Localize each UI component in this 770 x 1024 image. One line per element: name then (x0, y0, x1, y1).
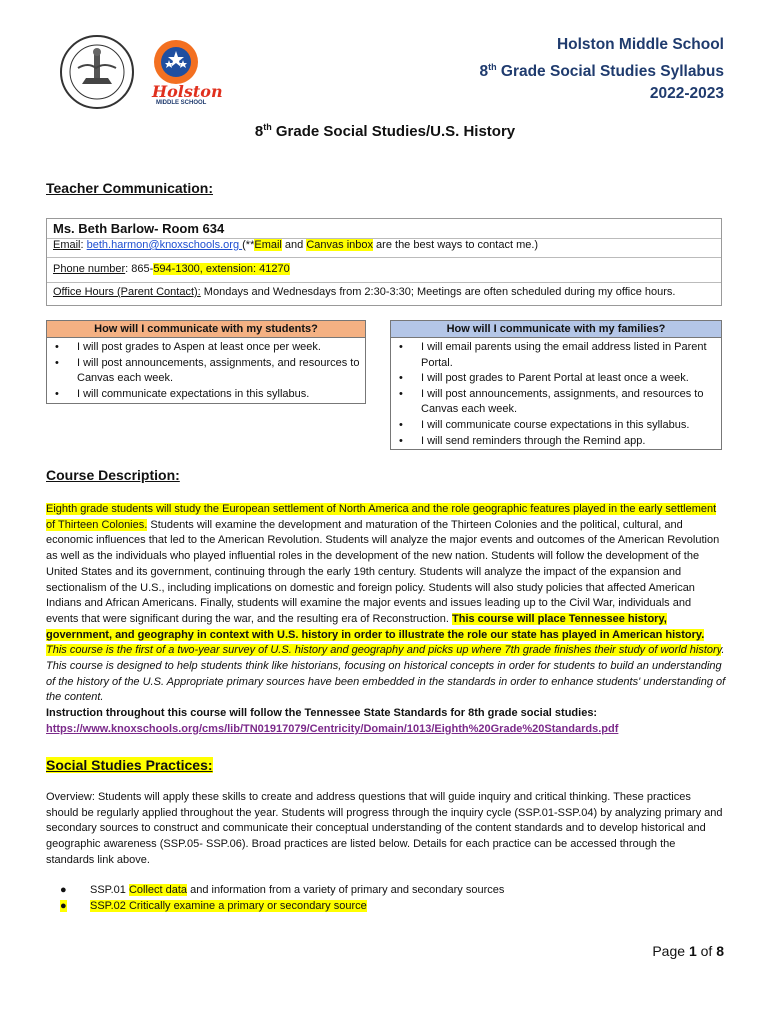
practice-item: ● SSP.01 Collect data and information from a variety of primary and secondary sources (60, 884, 505, 896)
document-header (479, 34, 724, 105)
office-hours-row: Office Hours (Parent Contact): Mondays and Wednesdays from 2:30-3:30; Meetings are often scheduled during my office hours. (53, 286, 676, 298)
phone-row: Phone number: 865-594-1300, extension: 41270 (53, 263, 290, 275)
list-item: • I will communicate course expectations in this syllabus. (391, 418, 721, 434)
email-row: Email: beth.harmon@knoxschools.org (**Email and Canvas inbox are the best ways to contact me.) (53, 239, 539, 251)
list-item: • I will post grades to Parent Portal at least once a week. (391, 371, 721, 387)
students-list (47, 340, 365, 402)
list-item: • I will post announcements, assignments, and resources to Canvas each week. (47, 356, 365, 387)
syllabus-title: 8th Grade Social Studies Syllabus (479, 62, 724, 81)
school-year: 2022-2023 (649, 85, 724, 103)
page-title: 8th Grade Social Studies/U.S. History (254, 122, 516, 140)
course-description-text: Eighth grade students will study the European settlement of North America and the role geographic features played in the early settlement of Thirteen Colonies. Students will examine the development and maturation of the Thirteen Colonies and the political, cultural, and economic influences that led to the American Revolution. Students will analyze the major events and outcomes of the American Revolution as well as the individuals who played influential roles in the development of the new nation. Students will follow the development of the United States and its government, continuing through the early 19th century. Students will analyze the impact of the expansion and sectionalism of the U.S., including implications on domestic and foreign policy. Students will also study policies that affected American Indians and African Americans. Finally, students will examine the major events and issues leading up to the Civil War, individuals and events that were significant during the war, and the resulting era of Reconstruction. This course will place Tennessee history, government, and geography in context with U.S. history in order to illustrate the role our state has played in American history. This course is the first of a two-year survey of U.S. history and geography and picks up where 7th grade finishes their study of world history. This course is designed to help students think like historians, focusing on historical concepts in order for students to build an understanding of the history of the U.S. Appropriate primary sources have been embedded in the standards in order to enhance students' understanding of the content. Instruction throughout this course will follow the Tennessee State Standards for 8th grade social studies: https://www.knoxschools.org/cms/lib/TN01917079/Centricity/Domain/1013/Eighth%20Grade%20Standards.pdf (46, 503, 726, 735)
list-item: • I will post grades to Aspen at least once per week. (47, 340, 365, 356)
teacher-contact-box (46, 218, 722, 306)
teacher-communication-heading: Teacher Communication: (46, 180, 213, 196)
course-description-heading: Course Description: (46, 467, 180, 483)
list-item: • I will email parents using the email address listed in Parent Portal. (391, 340, 721, 371)
teacher-name: Ms. Beth Barlow- Room 634 (53, 221, 225, 236)
school-logo-name: Holston (152, 82, 223, 101)
list-item: • I will communicate expectations in this syllabus. (47, 387, 365, 403)
practice-item: ● SSP.02 Critically examine a primary or secondary source (60, 900, 367, 912)
standards-link[interactable]: https://www.knoxschools.org/cms/lib/TN01917079/Centricity/Domain/1013/Eighth%20Grade%20Standards.pdf (46, 722, 619, 735)
standards-note: Instruction throughout this course will follow the Tennessee State Standards for 8th grade social studies: (46, 707, 598, 720)
teacher-email-link[interactable]: beth.harmon@knoxschools.org (86, 239, 243, 251)
list-item: • I will send reminders through the Remind app. (391, 434, 721, 450)
logos (48, 32, 223, 112)
practices-overview: Overview: Students will apply these skills to create and address questions that will guide inquiry and critical thinking. These practices should be regularly applied throughout the year. Students will progress through the inquiry cycle (SSP.01-SSP.04) by analyzing primary and secondary sources to construct and communicate their conceptual understanding of the content standards and to develop historical and geographic awareness (SSP.05- SSP.06). Broad practices are listed below. Details for each practice can be accessed through the standards link above. (46, 791, 723, 866)
list-item: • I will post announcements, assignments, and resources to Canvas each week. (391, 387, 721, 418)
students-communication-table (46, 320, 366, 404)
families-communication-table (390, 320, 722, 450)
social-studies-practices-heading: Social Studies Practices: (46, 757, 213, 773)
page-number: Page 1 of 8 (652, 943, 724, 959)
school-name: Holston Middle School (556, 36, 724, 53)
families-list (391, 340, 721, 449)
families-table-header: How will I communicate with my families? (391, 321, 721, 338)
school-logo-sub: MIDDLE SCHOOL (156, 100, 207, 106)
students-table-header: How will I communicate with my students? (47, 321, 365, 338)
